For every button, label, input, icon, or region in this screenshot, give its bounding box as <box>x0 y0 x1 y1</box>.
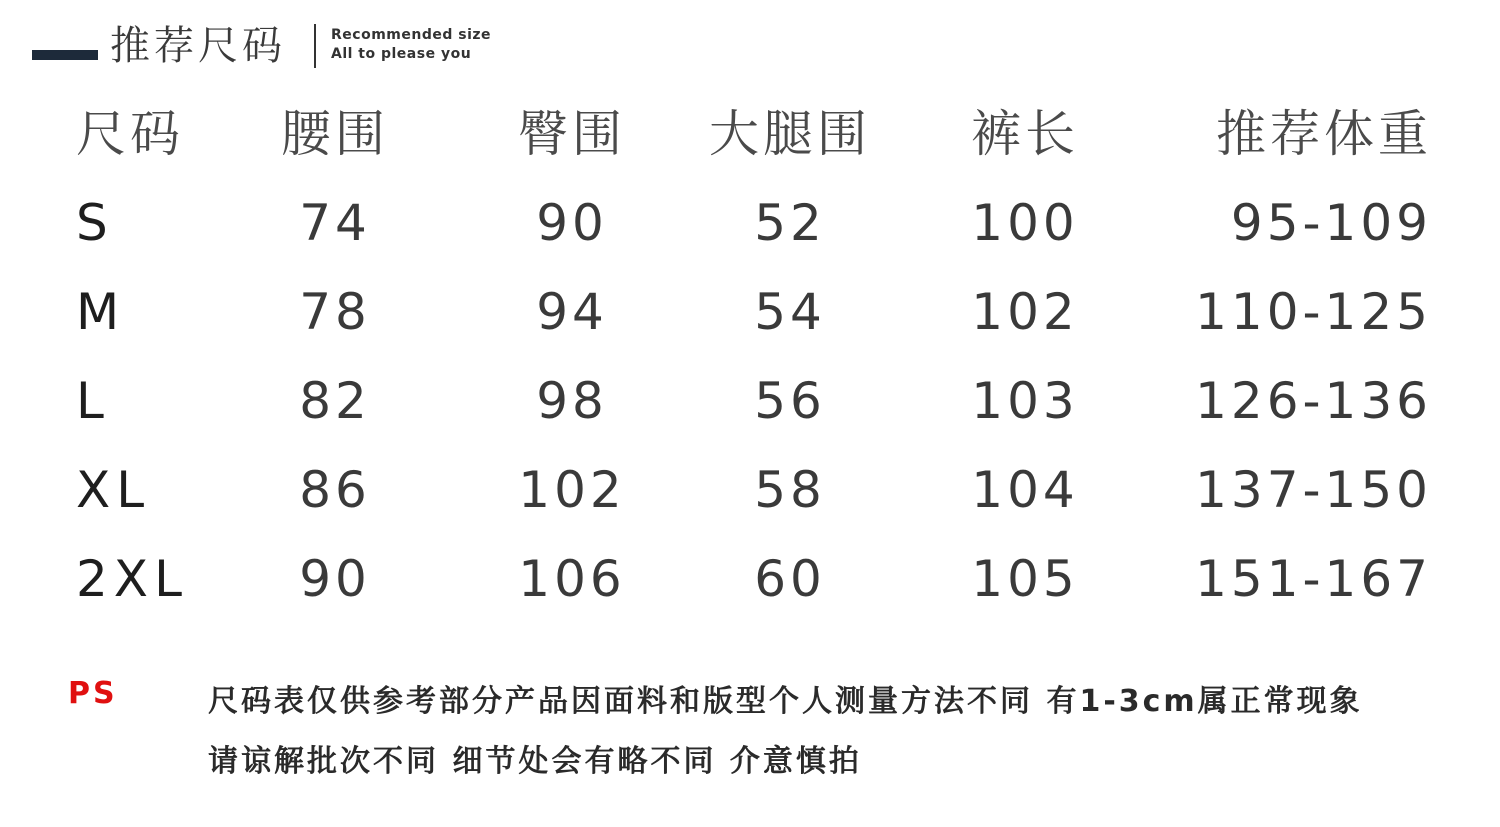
column-header-length: 裤长 <box>971 105 1079 163</box>
table-row <box>70 184 1450 273</box>
hip-cell: 106 <box>518 550 626 608</box>
header-subtitle-line-1: Recommended size <box>331 27 492 43</box>
thigh-cell: 52 <box>754 194 826 252</box>
header-accent-bar <box>32 50 98 60</box>
waist-cell: 90 <box>299 550 371 608</box>
header-subtitle <box>331 26 491 64</box>
table-header-row <box>70 95 1450 184</box>
note-line-2: 请谅解批次不同 细节处会有略不同 介意慎拍 <box>208 744 862 779</box>
size-cell: L <box>76 372 110 430</box>
table-row <box>70 540 1450 629</box>
size-cell: M <box>76 283 126 341</box>
length-cell: 103 <box>971 372 1079 430</box>
table-row <box>70 451 1450 540</box>
hip-cell: 102 <box>518 461 626 519</box>
thigh-cell: 58 <box>754 461 826 519</box>
waist-cell: 78 <box>299 283 371 341</box>
size-note <box>68 672 1468 792</box>
column-header-size: 尺码 <box>76 105 184 163</box>
ps-label: PS <box>68 676 118 711</box>
section-header <box>32 18 552 74</box>
length-cell: 105 <box>971 550 1079 608</box>
column-header-thigh: 大腿围 <box>709 105 871 163</box>
weight-cell: 137-150 <box>1195 461 1432 519</box>
weight-cell: 126-136 <box>1195 372 1432 430</box>
table-row <box>70 362 1450 451</box>
size-cell: S <box>76 194 114 252</box>
column-header-hip: 臀围 <box>518 105 626 163</box>
size-table <box>70 95 1450 629</box>
weight-cell: 110-125 <box>1195 283 1432 341</box>
hip-cell: 94 <box>536 283 608 341</box>
header-subtitle-line-2: All to please you <box>331 46 472 62</box>
length-cell: 100 <box>971 194 1079 252</box>
thigh-cell: 54 <box>754 283 826 341</box>
thigh-cell: 56 <box>754 372 826 430</box>
column-header-weight: 推荐体重 <box>1216 105 1432 163</box>
header-title: 推荐尺码 <box>110 23 286 69</box>
waist-cell: 82 <box>299 372 371 430</box>
thigh-cell: 60 <box>754 550 826 608</box>
table-row <box>70 273 1450 362</box>
size-cell: XL <box>76 461 151 519</box>
waist-cell: 74 <box>299 194 371 252</box>
hip-cell: 90 <box>536 194 608 252</box>
note-line-1: 尺码表仅供参考部分产品因面料和版型个人测量方法不同 有1-3cm属正常现象 <box>208 684 1363 719</box>
length-cell: 104 <box>971 461 1079 519</box>
hip-cell: 98 <box>536 372 608 430</box>
weight-cell: 151-167 <box>1195 550 1432 608</box>
size-cell: 2XL <box>76 550 188 608</box>
length-cell: 102 <box>971 283 1079 341</box>
weight-cell: 95-109 <box>1230 194 1432 252</box>
waist-cell: 86 <box>299 461 371 519</box>
column-header-waist: 腰围 <box>281 105 389 163</box>
header-divider <box>314 24 316 68</box>
